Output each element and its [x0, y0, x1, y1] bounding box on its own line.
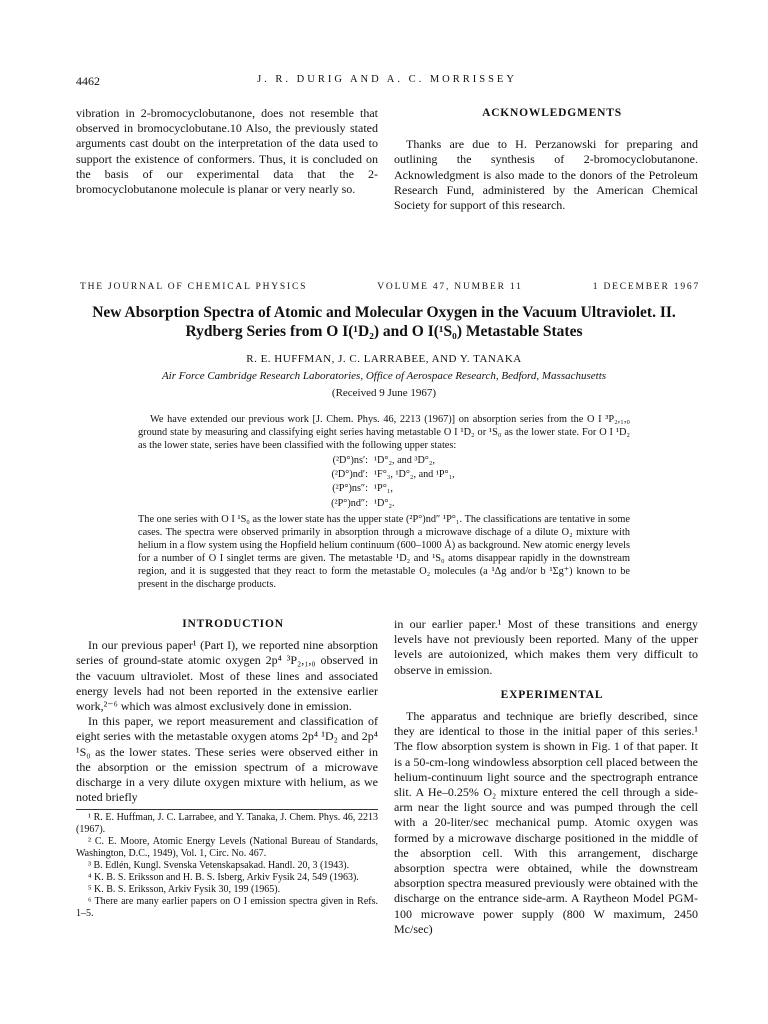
- journal-date: 1 DECEMBER 1967: [592, 282, 700, 292]
- abstract-paragraph-1: We have extended our previous work [J. Chem. Phys. 46, 2213 (1967)] on absorption series from the O I ³P₂,₁,₀ ground state by measuring and classifying eight series having metastable O I ¹D₂ or ¹S₀ as the lower state. For O I ¹D₂ as the lower state, series have been classified with the following upper states:: [138, 414, 630, 451]
- state-terms: ¹D°₂.: [374, 497, 395, 509]
- article-authors: R. E. HUFFMAN, J. C. LARRABEE, AND Y. TANAKA: [246, 353, 522, 365]
- article-title-line-1: New Absorption Spectra of Atomic and Molecular Oxygen in the Vacuum Ultraviolet. II.: [92, 304, 676, 321]
- footnote: ³ B. Edlén, Kungl. Svenska Vetenskapsakad. Handl. 20, 3 (1943).: [88, 860, 350, 872]
- article-title-line-2: Rydberg Series from O I(¹D₂) and O I(¹S₀) Metastable States: [185, 323, 583, 340]
- abstract-paragraph-2: The one series with O I ¹S₀ as the lower state has the upper state (²P°)nd″ ¹P°₁. The classifications are tentative in some cases. The spectra were observed primarily in absorption through a microwave dischage of a dilute O₂ mixture with helium in a flow system using the Hopfield helium continuum (600–1000 Å) as background. New atomic energy levels for a number of O I singlet terms are given. The metastable ¹D₂ and ¹S₀ atoms disappear rapidly in the downstream region, and it is suggested that they react to form the metastable O₂ molecules (a ¹Δg and/or b ¹Σg⁺) known to be present in the discharge products.: [138, 513, 630, 590]
- footnote: ⁵ K. B. S. Eriksson, Arkiv Fysik 30, 199 (1965).: [88, 884, 281, 896]
- previous-article-text: [76, 106, 378, 197]
- state-terms: ¹F°₃, ¹D°₂, and ¹P°₁,: [374, 469, 455, 481]
- journal-name: THE JOURNAL OF CHEMICAL PHYSICS: [80, 282, 308, 292]
- footnote: ⁶ There are many earlier papers on O I emission spectra given in Refs. 1–5.: [76, 896, 378, 920]
- right-column: [394, 617, 698, 937]
- article-affiliation: Air Force Cambridge Research Laboratories, Office of Aerospace Research, Bedford, Massachusetts: [161, 370, 607, 382]
- acknowledgments-heading: ACKNOWLEDGMENTS: [482, 107, 622, 119]
- introduction-paragraph-2: In this paper, we report measurement and classification of eight series with the metastable oxygen atoms 2p⁴ ¹D₂ and 2p⁴ ¹S₀ as the lower states. These series were observed either in the absorption or the emission spectrum of a microwave discharge in a very dilute oxygen mixture with helium, as we noted briefly: [76, 714, 378, 805]
- introduction-paragraph-1: In our previous paper¹ (Part I), we reported nine absorption series of ground-state atomic oxygen 2p⁴ ³P₂,₁,₀ observed in the vacuum ultraviolet. Most of these lines and associated energy levels had not been reported in the extensive earlier work,²⁻⁶ which was almost exclusively done in emission.: [76, 638, 378, 714]
- upper-states-list: [314, 454, 630, 511]
- received-date: (Received 9 June 1967): [331, 387, 437, 399]
- state-series-label: (²D°)nd′:: [331, 469, 368, 481]
- upper-state-row: [314, 454, 630, 468]
- acknowledgments-paragraph: Thanks are due to H. Perzanowski for preparing and outlining the synthesis of 2-bromocyclobutanone. Acknowledgment is also made to the donors of the Petroleum Research Fund, administered by the American Chemical Society for support of this research.: [394, 137, 698, 213]
- experimental-paragraph: The apparatus and technique are briefly described, since they are identical to those in the initial paper of this series.¹ The flow absorption system is shown in Fig. 1 of that paper. It is a 50-cm-long windowless absorption cell placed between the helium-continuum light source and the spectrograph entrance slit. A He–0.25% O₂ mixture entered the cell through a side-arm near the light source and was pumped through the cell with a 20-liter/sec mechanical pump. Atomic oxygen was formed by a microwave discharge positioned in the middle of the absorption cell. With this arrangement, discharge absorption spectra were obtained, while the downstream absorption spectra measured previously were obtained with the discharge on the entrance side-arm. A Raytheon Model PGM-100 microwave power supply (800 W maximum, 2450 Mc/sec): [394, 709, 698, 936]
- state-series-label: (²D°)ns′:: [332, 455, 368, 466]
- upper-state-row: [314, 468, 630, 482]
- introduction-section: [76, 617, 378, 920]
- journal-line: [80, 282, 700, 292]
- article-title: [60, 303, 708, 341]
- journal-volume: VOLUME 47, NUMBER 11: [377, 282, 523, 292]
- upper-state-row: [314, 482, 630, 496]
- footnote: ¹ R. E. Huffman, J. C. Larrabee, and Y. Tanaka, J. Chem. Phys. 46, 2213 (1967).: [76, 812, 378, 836]
- running-header: [76, 74, 698, 92]
- state-terms: ¹D°₂, and ³D°₂,: [374, 455, 435, 466]
- introduction-heading: INTRODUCTION: [182, 618, 284, 630]
- state-series-label: (²P°)ns″:: [332, 483, 368, 495]
- experimental-heading: EXPERIMENTAL: [500, 688, 604, 701]
- state-terms: ¹P°₁,: [374, 483, 393, 495]
- introduction-continuation: in our earlier paper.¹ Most of these transitions and energy levels have not previously been reported. Many of the upper levels are autoionized, which makes them very difficult to observe in emission.: [394, 617, 698, 677]
- previous-article-paragraph: vibration in 2-bromocyclobutanone, does not resemble that observed in bromocyclobutane.10 Also, the previously stated arguments cast doubt on the interpretation of the data used to support the existence of conformers. Thus, it is concluded on the basis of our experimental data that the 2-bromocyclobutanone molecule is planar or very nearly so.: [76, 106, 378, 197]
- upper-state-row: [314, 497, 630, 511]
- footnote-rule: [76, 809, 378, 810]
- footnote: ² C. E. Moore, Atomic Energy Levels (National Bureau of Standards, Washington, D.C., 1949), Vol. 1, Circ. No. 467.: [76, 836, 378, 860]
- footnotes: [76, 812, 378, 920]
- page-number: 4462: [76, 74, 100, 88]
- abstract: [138, 413, 630, 591]
- state-series-label: (²P°)nd″:: [331, 497, 368, 509]
- footnote: ⁴ K. B. S. Eriksson and H. B. S. Isberg, Arkiv Fysik 24, 549 (1963).: [88, 872, 359, 884]
- acknowledgments-section: [394, 106, 698, 213]
- running-header-authors: J. R. DURIG AND A. C. MORRISSEY: [257, 74, 517, 85]
